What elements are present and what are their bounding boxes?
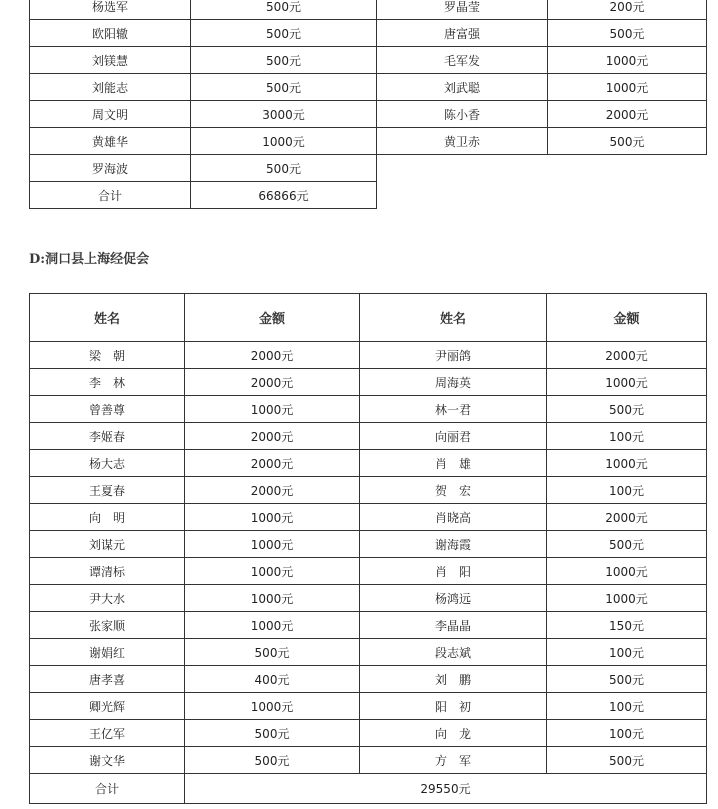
name-cell: 林一君 bbox=[360, 396, 547, 423]
amount-cell: 500元 bbox=[191, 20, 377, 47]
table-row bbox=[30, 128, 707, 155]
name-cell: 刘武聪 bbox=[377, 74, 548, 101]
name-cell: 杨选军 bbox=[30, 0, 191, 20]
table-row bbox=[30, 558, 707, 585]
amount-cell: 1000元 bbox=[548, 74, 707, 101]
name-cell: 梁 朝 bbox=[30, 342, 185, 369]
name-cell: 李姬春 bbox=[30, 423, 185, 450]
table-row bbox=[30, 342, 707, 369]
name-cell: 刘镁慧 bbox=[30, 47, 191, 74]
name-cell: 李晶晶 bbox=[360, 612, 547, 639]
amount-cell: 500元 bbox=[547, 396, 707, 423]
name-cell: 王亿军 bbox=[30, 720, 185, 747]
amount-cell: 1000元 bbox=[185, 693, 360, 720]
amount-cell: 500元 bbox=[191, 0, 377, 20]
name-cell: 李 林 bbox=[30, 369, 185, 396]
amount-cell: 2000元 bbox=[548, 101, 707, 128]
amount-header: 金额 bbox=[547, 294, 707, 342]
name-cell: 唐孝喜 bbox=[30, 666, 185, 693]
name-cell: 向 龙 bbox=[360, 720, 547, 747]
total-label: 合计 bbox=[30, 182, 191, 209]
table-row bbox=[30, 639, 707, 666]
name-cell: 杨大志 bbox=[30, 450, 185, 477]
amount-cell: 500元 bbox=[191, 47, 377, 74]
amount-cell: 2000元 bbox=[185, 369, 360, 396]
table-row bbox=[30, 450, 707, 477]
total-row bbox=[30, 774, 707, 804]
amount-cell: 2000元 bbox=[185, 423, 360, 450]
name-header: 姓名 bbox=[30, 294, 185, 342]
name-cell: 曾善尊 bbox=[30, 396, 185, 423]
name-cell: 王夏春 bbox=[30, 477, 185, 504]
name-cell: 谢海霞 bbox=[360, 531, 547, 558]
amount-cell: 500元 bbox=[547, 666, 707, 693]
name-cell: 方 军 bbox=[360, 747, 547, 774]
name-cell: 肖 雄 bbox=[360, 450, 547, 477]
total-row bbox=[30, 182, 707, 209]
name-cell: 周海英 bbox=[360, 369, 547, 396]
name-cell: 尹大水 bbox=[30, 585, 185, 612]
amount-cell: 1000元 bbox=[191, 128, 377, 155]
section-heading: D:洞口县上海经促会 bbox=[29, 252, 150, 267]
name-header: 姓名 bbox=[360, 294, 547, 342]
amount-cell: 1000元 bbox=[185, 504, 360, 531]
table-row bbox=[30, 666, 707, 693]
amount-cell: 1000元 bbox=[547, 450, 707, 477]
table-row bbox=[30, 585, 707, 612]
amount-cell: 1000元 bbox=[185, 585, 360, 612]
name-cell: 黄卫赤 bbox=[377, 128, 548, 155]
name-cell: 贺 宏 bbox=[360, 477, 547, 504]
amount-cell: 500元 bbox=[185, 747, 360, 774]
table-row bbox=[30, 155, 707, 182]
amount-cell: 500元 bbox=[547, 531, 707, 558]
total-value: 29550元 bbox=[185, 774, 707, 804]
amount-cell: 2000元 bbox=[185, 450, 360, 477]
name-cell: 阳 初 bbox=[360, 693, 547, 720]
total-label: 合计 bbox=[30, 774, 185, 804]
amount-cell: 1000元 bbox=[547, 369, 707, 396]
table-row bbox=[30, 74, 707, 101]
name-cell: 尹丽鸽 bbox=[360, 342, 547, 369]
amount-cell: 100元 bbox=[547, 720, 707, 747]
table-row bbox=[30, 693, 707, 720]
amount-cell: 150元 bbox=[547, 612, 707, 639]
amount-cell: 1000元 bbox=[547, 558, 707, 585]
amount-cell: 500元 bbox=[185, 639, 360, 666]
amount-cell: 1000元 bbox=[185, 558, 360, 585]
table-row bbox=[30, 423, 707, 450]
amount-cell: 1000元 bbox=[185, 396, 360, 423]
name-cell: 卿光辉 bbox=[30, 693, 185, 720]
total-value: 66866元 bbox=[191, 182, 377, 209]
name-cell: 张家顺 bbox=[30, 612, 185, 639]
name-cell: 刘能志 bbox=[30, 74, 191, 101]
empty-cell bbox=[377, 182, 707, 209]
name-cell: 刘谋元 bbox=[30, 531, 185, 558]
amount-cell: 100元 bbox=[547, 639, 707, 666]
name-cell: 周文明 bbox=[30, 101, 191, 128]
amount-cell: 500元 bbox=[191, 74, 377, 101]
amount-cell: 1000元 bbox=[547, 585, 707, 612]
name-cell: 罗海波 bbox=[30, 155, 191, 182]
amount-cell: 2000元 bbox=[547, 504, 707, 531]
table-row bbox=[30, 101, 707, 128]
table-row bbox=[30, 720, 707, 747]
name-cell: 毛军发 bbox=[377, 47, 548, 74]
table-row bbox=[30, 477, 707, 504]
name-cell: 陈小香 bbox=[377, 101, 548, 128]
table-row bbox=[30, 504, 707, 531]
table-row bbox=[30, 531, 707, 558]
amount-cell: 3000元 bbox=[191, 101, 377, 128]
amount-cell: 2000元 bbox=[185, 477, 360, 504]
header-row bbox=[30, 294, 707, 342]
amount-cell: 500元 bbox=[547, 747, 707, 774]
amount-cell: 2000元 bbox=[547, 342, 707, 369]
table-row bbox=[30, 369, 707, 396]
name-cell: 肖晓高 bbox=[360, 504, 547, 531]
amount-cell: 1000元 bbox=[185, 612, 360, 639]
name-cell: 杨鸿远 bbox=[360, 585, 547, 612]
table-row bbox=[30, 47, 707, 74]
name-cell: 欧阳辙 bbox=[30, 20, 191, 47]
amount-cell: 1000元 bbox=[185, 531, 360, 558]
name-cell: 向 明 bbox=[30, 504, 185, 531]
amount-header: 金额 bbox=[185, 294, 360, 342]
name-cell: 罗晶莹 bbox=[377, 0, 548, 20]
name-cell: 黄雄华 bbox=[30, 128, 191, 155]
name-cell: 谢文华 bbox=[30, 747, 185, 774]
amount-cell: 1000元 bbox=[548, 47, 707, 74]
empty-cell bbox=[377, 155, 707, 182]
amount-cell: 500元 bbox=[185, 720, 360, 747]
table-row bbox=[30, 396, 707, 423]
name-cell: 刘 鹏 bbox=[360, 666, 547, 693]
name-cell: 谭清标 bbox=[30, 558, 185, 585]
table-row bbox=[30, 747, 707, 774]
amount-cell: 200元 bbox=[548, 0, 707, 20]
name-cell: 谢娟红 bbox=[30, 639, 185, 666]
donation-table-c bbox=[29, 0, 707, 209]
donation-table-d bbox=[29, 293, 707, 804]
amount-cell: 100元 bbox=[547, 477, 707, 504]
table-row bbox=[30, 0, 707, 20]
name-cell: 向丽君 bbox=[360, 423, 547, 450]
name-cell: 唐富强 bbox=[377, 20, 548, 47]
table-row bbox=[30, 612, 707, 639]
name-cell: 段志斌 bbox=[360, 639, 547, 666]
amount-cell: 500元 bbox=[548, 128, 707, 155]
amount-cell: 500元 bbox=[548, 20, 707, 47]
amount-cell: 2000元 bbox=[185, 342, 360, 369]
amount-cell: 100元 bbox=[547, 423, 707, 450]
amount-cell: 400元 bbox=[185, 666, 360, 693]
name-cell: 肖 阳 bbox=[360, 558, 547, 585]
amount-cell: 100元 bbox=[547, 693, 707, 720]
amount-cell: 500元 bbox=[191, 155, 377, 182]
table-row bbox=[30, 20, 707, 47]
